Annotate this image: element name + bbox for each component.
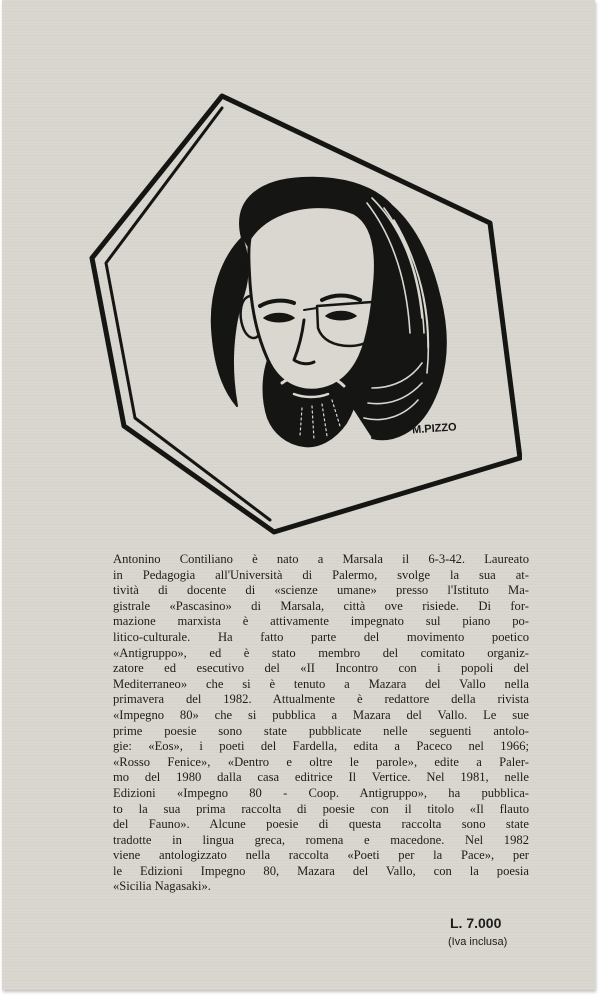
bio-line: le Edizioni Impegno 80, Mazara del Vallo, con la poesia [113,863,529,878]
bio-line: gistrale «Pascasino» di Marsala, città ove risiede. Di for- [113,598,529,613]
bio-line: «Rosso Fenice», «Dentro e oltre le parole», edite a Paler- [113,754,529,769]
price-label: L. 7.000 [450,915,502,931]
bio-line: Antonino Contiliano è nato a Marsala il 6-3-42. Laureato [113,552,529,566]
bio-line: «Impegno 80» che si pubblica a Mazara del Vallo. Le sue [113,707,529,722]
bio-line: litico-culturale. Ha fatto parte del movimento poetico [113,629,529,644]
bio-line: del Fauno». Alcune poesie di questa raccolta sono state [113,817,529,832]
bio-line: tività di docente di «scienze umane» presso l'Istituto Ma- [113,583,529,598]
inner-frame [106,108,270,520]
bio-line: Edizioni «Impegno 80 - Coop. Antigruppo», ha pubblica- [113,785,529,800]
bio-line: «Sicilia Nagasaki». [113,879,211,894]
bio-line: zatore ed esecutivo del «II Incontro con i popoli del [113,661,529,676]
author-biography [113,552,529,895]
bio-line: gie: «Eos», i poeti del Fardella, edita a Paceco nel 1966; [113,739,529,754]
back-cover [2,0,595,990]
bio-line: prime poesie sono state pubblicate nelle seguenti antolo- [113,723,529,738]
price-note: (Iva inclusa) [448,936,508,948]
bio-line: tradotte in lingua greca, romena e macedone. Nel 1982 [113,832,529,847]
bio-line: «Antigruppo», ed è stato membro del comitato organiz- [113,645,529,660]
bio-line: viene antologizzato nella raccolta «Poeti per la Pace», per [113,848,529,863]
portrait-illustration [72,88,522,538]
bio-line: to la sua prima raccolta di poesie con il titolo «Il flauto [113,801,529,816]
bio-line: mazione marxista è attivamente impegnato sul piano po- [113,614,529,629]
bio-line: primavera del 1982. Attualmente è redattore della rivista [113,692,529,707]
bio-line: in Pedagogia all'Università di Palermo, svolge la sua at- [113,567,529,582]
artist-signature: M.PIZZO [411,421,458,437]
bio-line: mo del 1980 dalla casa editrice Il Vertice. Nel 1981, nelle [113,770,529,785]
bio-line: Mediterraneo» che si è tenuto a Mazara del Vallo nella [113,676,529,691]
